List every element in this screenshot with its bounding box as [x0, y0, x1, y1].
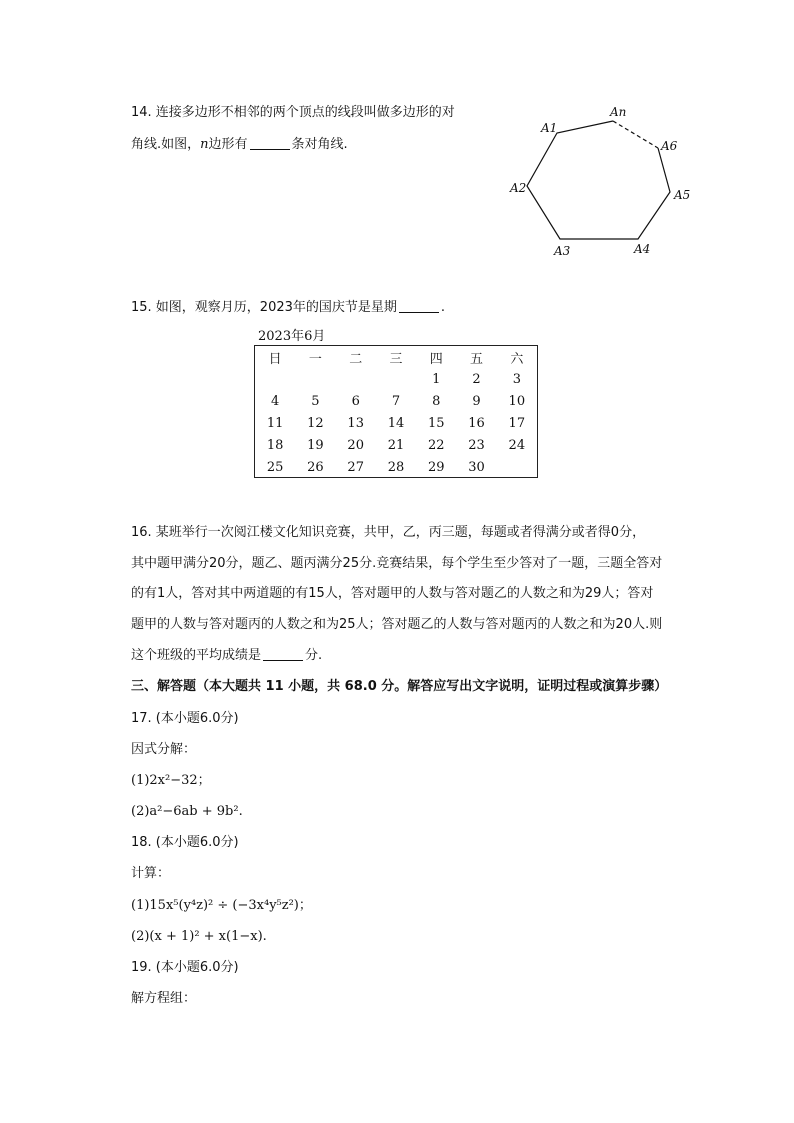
calendar-header: 四	[429, 351, 443, 367]
calendar-day: 1	[432, 371, 441, 387]
q14-line2	[131, 136, 348, 154]
calendar-week-row	[255, 456, 537, 478]
calendar-day: 10	[508, 393, 526, 409]
vertex-label-a6: A6	[661, 139, 678, 153]
q14-line2-a: 角线.如图，	[131, 137, 201, 152]
calendar-header: 六	[510, 351, 524, 367]
calendar-day: 27	[347, 459, 364, 475]
calendar-day: 7	[391, 393, 401, 409]
section-heading: 三、解答题（本大题共 11 小题，共 68.0 分。解答应写出文字说明，证明过程或演算步骤）	[131, 679, 668, 694]
polygon-figure	[500, 100, 700, 260]
vertex-label-a4: A4	[634, 242, 651, 256]
calendar-header: 五	[470, 351, 484, 367]
q16-line2: 其中题甲满分20分，题乙、题丙满分25分.竞赛结果，每个学生至少答对了一题，三题全答对	[131, 556, 663, 571]
q15-text: 15. 如图，观察月历，2023年的国庆节是星期	[131, 300, 397, 315]
calendar-day: 29	[427, 459, 445, 475]
polygon-edges	[527, 121, 670, 239]
q16-line1: 16. 某班举行一次阅江楼文化知识竞赛，共甲，乙，丙三题，每题或者得满分或者得0分，	[131, 525, 646, 540]
q17-header: 17. (本小题6.0分)	[131, 711, 239, 726]
calendar-day: 28	[387, 459, 405, 475]
calendar-day: 4	[271, 393, 280, 409]
q18-part1: (1)15x⁵(y⁴z)² ÷ (−3x⁴y⁵z²)；	[131, 898, 312, 913]
calendar-title: 2023年6月	[258, 329, 326, 344]
calendar-day: 12	[307, 415, 324, 431]
calendar-week-row	[255, 434, 537, 456]
calendar-day: 9	[472, 393, 481, 409]
vertex-label-an: An	[610, 105, 627, 119]
calendar-day: 23	[468, 437, 485, 453]
q14-answer-blank	[250, 137, 290, 150]
q16-answer-blank	[263, 648, 303, 661]
calendar-day: 13	[347, 415, 364, 431]
calendar-day: 6	[351, 393, 360, 409]
calendar-day: 3	[512, 371, 521, 387]
q18-header: 18. (本小题6.0分)	[131, 835, 239, 850]
calendar-week-row	[255, 412, 537, 434]
q16-line5	[131, 647, 322, 665]
calendar-day: 25	[266, 459, 284, 475]
calendar-day: 17	[508, 415, 526, 431]
calendar-day: 18	[266, 437, 284, 453]
vertex-label-a5: A5	[674, 188, 691, 202]
calendar-header: 一	[308, 351, 322, 367]
q18-instruction: 计算：	[131, 866, 171, 881]
calendar-day: 8	[432, 393, 441, 409]
q15-answer-blank	[399, 300, 439, 313]
calendar-day: 11	[266, 415, 284, 431]
calendar-header-row	[255, 346, 537, 368]
q14-line2-c: 条对角线.	[291, 137, 348, 152]
calendar-day: 30	[468, 459, 485, 475]
q19-instruction: 解方程组：	[131, 991, 197, 1006]
q18-part2: (2)(x + 1)² + x(1−x).	[131, 929, 267, 944]
calendar-day: 22	[427, 437, 445, 453]
calendar-header: 三	[389, 351, 403, 367]
calendar-day: 16	[468, 415, 485, 431]
calendar-header: 二	[349, 351, 363, 367]
q14-var-n: n	[200, 137, 209, 152]
calendar-day: 2	[472, 371, 481, 387]
q19-header: 19. (本小题6.0分)	[131, 960, 239, 975]
q16-line5-b: 分.	[305, 648, 323, 663]
calendar-week-row	[255, 390, 537, 412]
calendar-day: 20	[347, 437, 364, 453]
q16-line4: 题甲的人数与答对题丙的人数之和为25人；答对题乙的人数与答对题丙的人数之和为20人.则	[131, 617, 663, 632]
q15-text-end: .	[440, 300, 446, 315]
q17-instruction: 因式分解：	[131, 742, 197, 757]
q17-part1: (1)2x²−32；	[131, 773, 211, 788]
calendar-day: 5	[311, 393, 320, 409]
calendar-day: 26	[307, 459, 324, 475]
q16-line5-a: 这个班级的平均成绩是	[131, 648, 262, 663]
q14-line1: 14. 连接多边形不相邻的两个顶点的线段叫做多边形的对	[131, 105, 455, 120]
calendar-week-row	[255, 368, 537, 390]
vertex-label-a1: A1	[541, 121, 558, 135]
polygon-dashed-edge	[613, 121, 658, 148]
calendar-day: 24	[508, 437, 526, 453]
calendar-day: 19	[307, 437, 324, 453]
calendar-day: 15	[427, 415, 445, 431]
calendar-header: 日	[268, 351, 282, 367]
calendar-table	[254, 345, 538, 478]
calendar-day: 14	[387, 415, 405, 431]
q14-line2-b: 边形有	[208, 137, 248, 152]
calendar-day: 21	[387, 437, 405, 453]
vertex-label-a2: A2	[510, 181, 527, 195]
q16-line3: 的有1人，答对其中两道题的有15人，答对题甲的人数与答对题乙的人数之和为29人；答对	[131, 586, 654, 601]
vertex-label-a3: A3	[554, 244, 571, 258]
q15-line	[131, 299, 445, 317]
q17-part2: (2)a²−6ab + 9b².	[131, 804, 243, 819]
